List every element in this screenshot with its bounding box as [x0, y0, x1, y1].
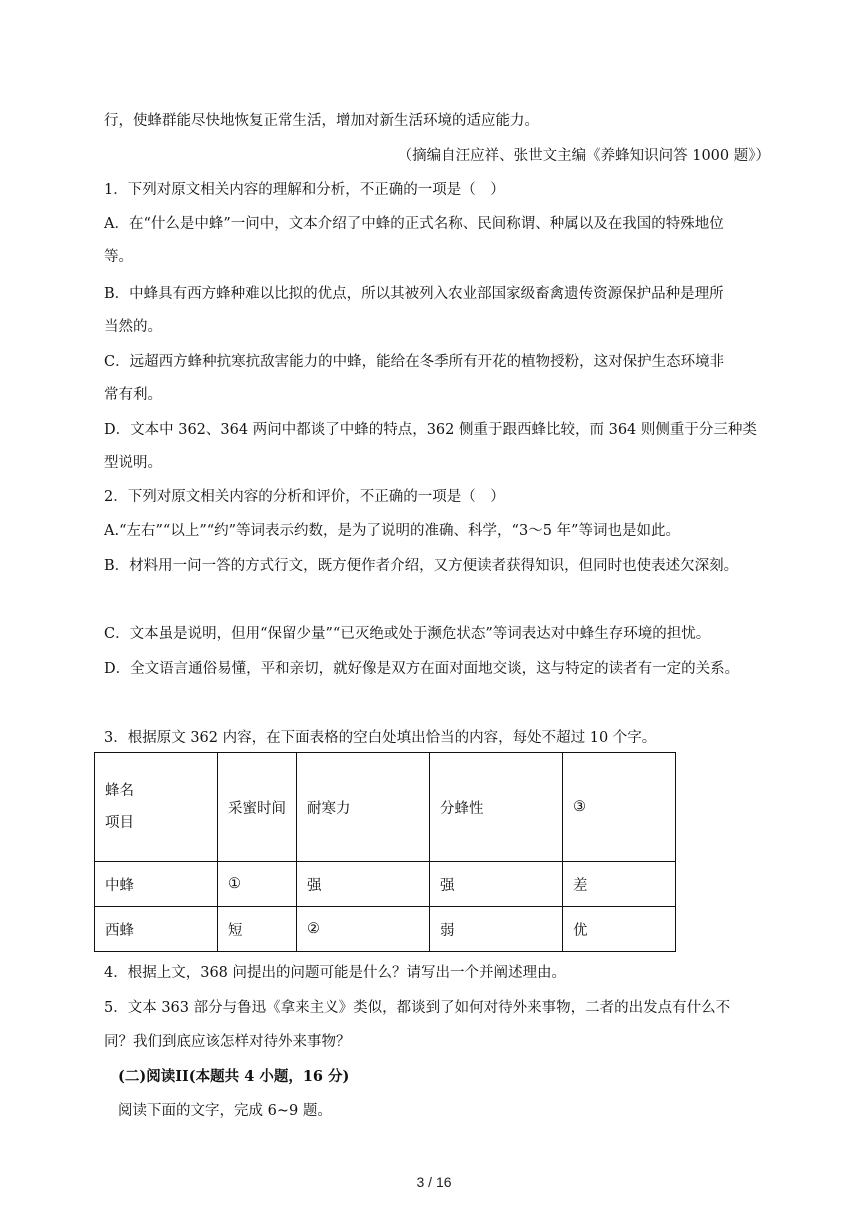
option-2c: C．文本虽是说明，但用“保留少量”“已灭绝或处于濒危状态”等词表达对中蜂生存环境的担忧。: [104, 626, 711, 642]
fill-in-table: [94, 752, 676, 952]
column-header: 耐寒力: [297, 753, 430, 862]
table-cell: ①: [218, 862, 297, 907]
option-1b-cont: 当然的。: [104, 319, 162, 335]
option-1b: B．中蜂具有西方蜂种难以比拟的优点，所以其被列入农业部国家级畜禽遗传资源保护品种是理所: [104, 286, 724, 302]
table-cell: 短: [218, 907, 297, 952]
question-2: 2．下列对原文相关内容的分析和评价，不正确的一项是（ ）: [104, 489, 505, 505]
column-header: 采蜜时间: [218, 753, 297, 862]
table-cell: 优: [563, 907, 676, 952]
table-row: [95, 862, 676, 907]
column-header: ③: [563, 753, 676, 862]
question-5-cont: 同？我们到底应该怎样对待外来事物？: [104, 1034, 351, 1050]
table-cell: 差: [563, 862, 676, 907]
section-heading: (二)阅读II(本题共 4 小题，16 分): [118, 1068, 350, 1085]
table-corner-cell: [95, 753, 218, 862]
section-instruction: 阅读下面的文字，完成 6~9 题。: [118, 1103, 332, 1119]
question-3: 3．根据原文 362 内容，在下面表格的空白处填出恰当的内容，每处不超过 10 个字。: [104, 730, 657, 746]
corner-label-top: 蜂名: [105, 783, 134, 799]
table-header-row: [95, 753, 676, 862]
option-1c-cont: 常有利。: [104, 387, 162, 403]
option-2b: B．材料用一问一答的方式行文，既方便作者介绍，又方便读者获得知识，但同时也使表述欠深刻。: [104, 558, 739, 574]
table-cell: 弱: [430, 907, 563, 952]
corner-label-bottom: 项目: [105, 815, 134, 831]
table-cell: 强: [297, 862, 430, 907]
page-number: 3 / 16: [416, 1174, 452, 1190]
text-line: 行，使蜂群能尽快地恢复正常生活，增加对新生活环境的适应能力。: [104, 113, 539, 129]
row-label: 中蜂: [95, 862, 218, 907]
option-1a-cont: 等。: [104, 249, 133, 265]
row-label: 西蜂: [95, 907, 218, 952]
table-cell: 强: [430, 862, 563, 907]
option-1a: A．在“什么是中蜂”一问中，文本介绍了中蜂的正式名称、民间称谓、种属以及在我国的特殊地位: [104, 216, 724, 232]
question-5: 5．文本 363 部分与鲁迅《拿来主义》类似，都谈到了如何对待外来事物，二者的出发点有什么不: [104, 1000, 731, 1016]
option-2a: A.“左右”“以上”“约”等词表示约数，是为了说明的准确、科学，“3～5 年”等词也是如此。: [104, 523, 680, 539]
question-4: 4．根据上文，368 问提出的问题可能是什么？请写出一个并阐述理由。: [104, 965, 567, 981]
table-row: [95, 907, 676, 952]
question-1: 1．下列对原文相关内容的理解和分析，不正确的一项是（ ）: [104, 182, 505, 198]
option-2d: D．全文语言通俗易懂，平和亲切，就好像是双方在面对面地交谈，这与特定的读者有一定的关系。: [104, 661, 740, 677]
option-1d: D．文本中 362、364 两问中都谈了中蜂的特点，362 侧重于跟西蜂比较，而 364 则侧重于分三种类: [104, 422, 757, 438]
column-header: 分蜂性: [430, 753, 563, 862]
table-cell: ②: [297, 907, 430, 952]
option-1c: C．远超西方蜂种抗寒抗敌害能力的中蜂，能给在冬季所有开花的植物授粉，这对保护生态环境非: [104, 354, 725, 370]
option-1d-cont: 型说明。: [104, 455, 162, 471]
source-citation: （摘编自汪应祥、张世文主编《养蜂知识问答 1000 题》）: [397, 148, 770, 164]
